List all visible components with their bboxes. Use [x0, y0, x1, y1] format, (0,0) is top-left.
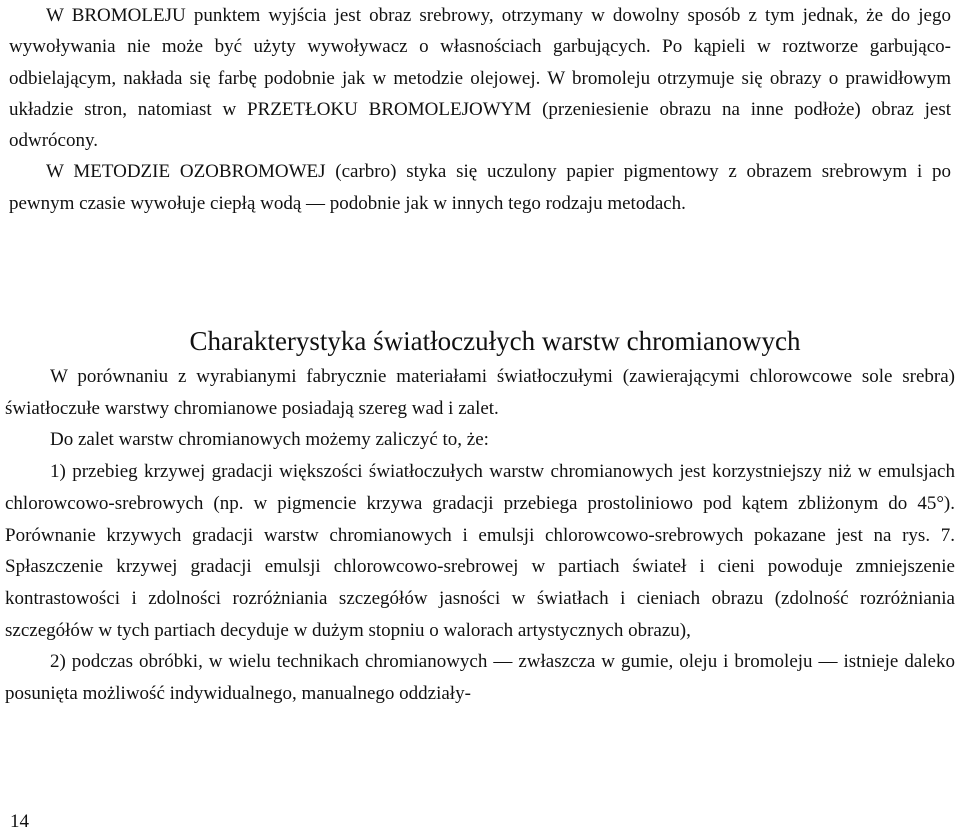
advantages-intro-paragraph: Do zalet warstw chromianowych możemy zaliczyć to, że: — [50, 429, 489, 451]
bromolej-paragraph: W BROMOLEJU punktem wyjścia jest obraz srebrowy, otrzymany w dowolny sposób z tym jednak, że do jego wywoływania nie może być użyty wywoływacz o własnościach garbujących. Po kąpieli w roztworze garbująco-odbielającym, nakłada się farbę podobnie jak w metodzie olejowej. W bromoleju otrzymuje się obrazy o prawidłowym układzie stron, natomiast w PRZETŁOKU BROMOLEJOWYM (przeniesienie obrazu na inne podłoże) obraz jest odwrócony. — [9, 5, 951, 152]
section-heading: Charakterystyka światłoczułych warstw chromianowych — [189, 326, 801, 356]
intro-section — [9, 0, 951, 219]
page-number: 14 — [10, 811, 29, 832]
ozobrom-paragraph: W METODZIE OZOBROMOWEJ (carbro) styka się uczulony papier pigmentowy z obrazem srebrowym i po pewnym czasie wywołuje ciepłą wodą — podobnie jak w innych tego rodzaju metodach. — [9, 161, 951, 214]
characteristics-section — [5, 361, 955, 710]
comparison-paragraph: W porównaniu z wyrabianymi fabrycznie materiałami światłoczułymi (zawierającymi chlorowcowe sole srebra) światłoczułe warstwy chromianowe posiadają szereg wad i zalet. — [5, 366, 955, 419]
advantage-2-paragraph: 2) podczas obróbki, w wielu technikach chromianowych — zwłaszcza w gumie, oleju i bromoleju — istnieje daleko posunięta możliwość indywidualnego, manualnego oddziały- — [5, 651, 955, 705]
advantage-1-paragraph: 1) przebieg krzywej gradacji większości światłoczułych warstw chromianowych jest korzystniejszy niż w emulsjach chlorowcowo-srebrowych (np. w pigmencie krzywa gradacji przebiega prostoliniowo pod kątem zbliżonym do 45°). Porównanie krzywych gradacji warstw chromianowych i emulsji chlorowcowo-srebrowych pokazane jest na rys. 7. Spłaszczenie krzywej gradacji emulsji chlorowcowo-srebrowej w partiach świateł i cieni powoduje zmniejszenie kontrastowości i zdolności rozróżniania szczegółów jasności w światłach i cieniach obrazu (zdolność rozróżniania szczegółów w tych partiach decyduje w dużym stopniu o walorach artystycznych obrazu), — [5, 461, 955, 641]
